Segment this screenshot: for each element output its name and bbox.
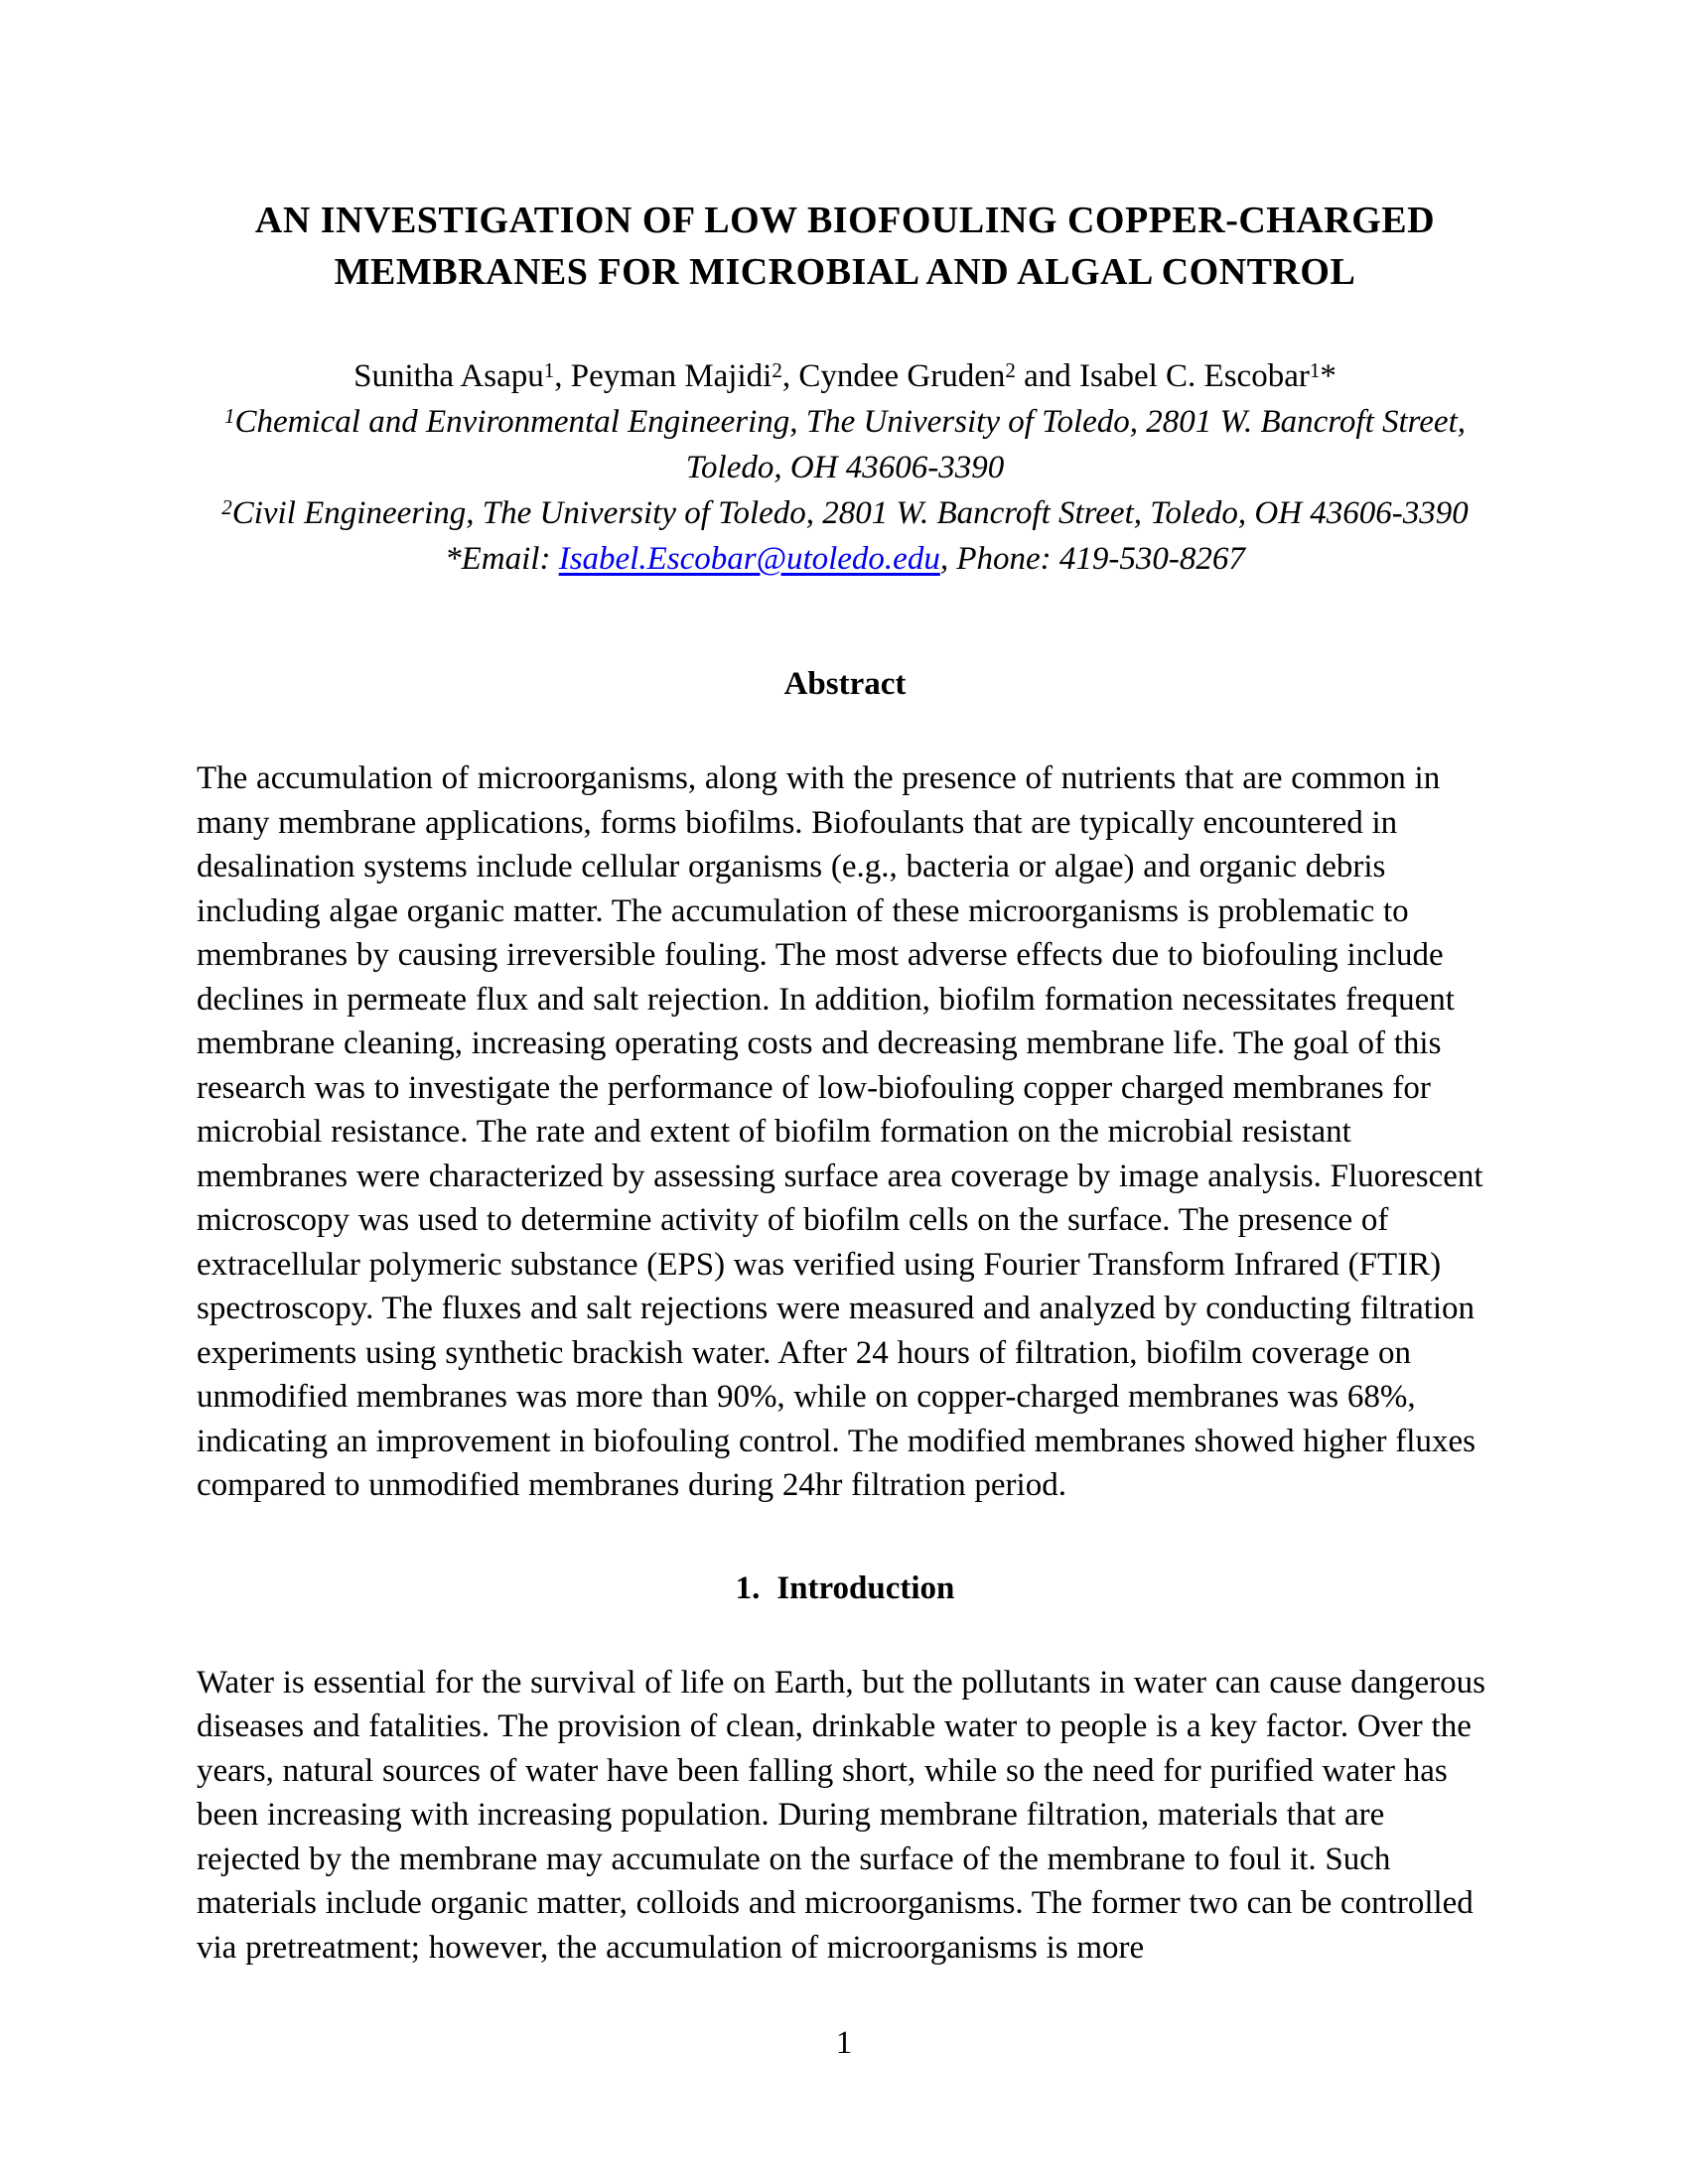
author-3: , Cyndee Gruden bbox=[781, 358, 1006, 394]
author-3-affiliation-mark: 2 bbox=[1005, 358, 1016, 383]
author-1-affiliation-mark: 1 bbox=[543, 358, 555, 383]
email-link[interactable]: Isabel.Escobar@utoledo.edu bbox=[558, 541, 940, 577]
affiliation-2 bbox=[197, 490, 1493, 536]
introduction-section-number: 1. bbox=[735, 1570, 761, 1606]
author-4: and Isabel C. Escobar bbox=[1015, 358, 1310, 394]
paper-title-line1: AN INVESTIGATION OF LOW BIOFOULING COPPER-CHARGED bbox=[254, 200, 1436, 241]
affiliation-2-mark: 2 bbox=[221, 495, 232, 520]
introduction-heading bbox=[197, 1566, 1493, 1611]
affiliation-1-mark: 1 bbox=[224, 404, 235, 429]
corresponding-author-star: * bbox=[1320, 358, 1336, 394]
author-line bbox=[197, 353, 1493, 399]
author-2: , Peyman Majidi bbox=[554, 358, 773, 394]
affiliation-1 bbox=[197, 399, 1493, 445]
affiliation-2-text: Civil Engineering, The University of Toledo, 2801 W. Bancroft Street, Toledo, OH 43606-3390 bbox=[231, 495, 1469, 531]
phone-text: , Phone: 419-530-8267 bbox=[939, 541, 1245, 577]
abstract-body: The accumulation of microorganisms, along with the presence of nutrients that are common in many membrane applications, forms biofilms. Biofoulants that are typically encountered in desalination systems include cellular organisms (e.g., bacteria or algae) and organic debris including algae organic matter. The accumulation of these microorganisms is problematic to membranes by causing irreversible fouling. The most adverse effects due to biofouling include declines in permeate flux and salt rejection. In addition, biofilm formation necessitates frequent membrane cleaning, increasing operating costs and decreasing membrane life. The goal of this research was to investigate the performance of low-biofouling copper charged membranes for microbial resistance. The rate and extent of biofilm formation on the microbial resistant membranes were characterized by assessing surface area coverage by image analysis. Fluorescent microscopy was used to determine activity of biofilm cells on the surface. The presence of extracellular polymeric substance (EPS) was verified using Fourier Transform Infrared (FTIR) spectroscopy. The fluxes and salt rejections were measured and analyzed by conducting filtration experiments using synthetic brackish water. After 24 hours of filtration, biofilm coverage on unmodified membranes was more than 90%, while on copper-charged membranes was 68%, indicating an improvement in biofouling control. The modified membranes showed higher fluxes compared to unmodified membranes during 24hr filtration period. bbox=[197, 760, 1483, 1503]
page-number: 1 bbox=[835, 2025, 853, 2061]
affiliation-1-text: Chemical and Environmental Engineering, The University of Toledo, 2801 W. Bancroft Street, bbox=[234, 404, 1466, 440]
contact-line bbox=[197, 536, 1493, 582]
introduction-body: Water is essential for the survival of life on Earth, but the pollutants in water can cause dangerous diseases and fatalities. The provision of clean, drinkable water to people is a key factor. Over the years, natural sources of water have been falling short, while so the need for purified water has been increasing with increasing population. During membrane filtration, materials that are rejected by the membrane may accumulate on the surface of the membrane to foul it. Such materials include organic matter, colloids and microorganisms. The former two can be controlled via pretreatment; however, the accumulation of microorganisms is more bbox=[197, 1664, 1485, 1966]
author-4-affiliation-mark: 1 bbox=[1309, 358, 1321, 383]
paper-title-line2: MEMBRANES FOR MICROBIAL AND ALGAL CONTROL bbox=[334, 251, 1356, 293]
author-1: Sunitha Asapu bbox=[353, 358, 544, 394]
paper-title bbox=[197, 195, 1493, 298]
author-2-affiliation-mark: 2 bbox=[772, 358, 782, 383]
introduction-section-title: Introduction bbox=[776, 1570, 955, 1606]
email-label: *Email: bbox=[445, 541, 559, 577]
abstract-heading: Abstract bbox=[783, 666, 907, 702]
affiliation-1-city: Toledo, OH 43606-3390 bbox=[685, 450, 1005, 485]
